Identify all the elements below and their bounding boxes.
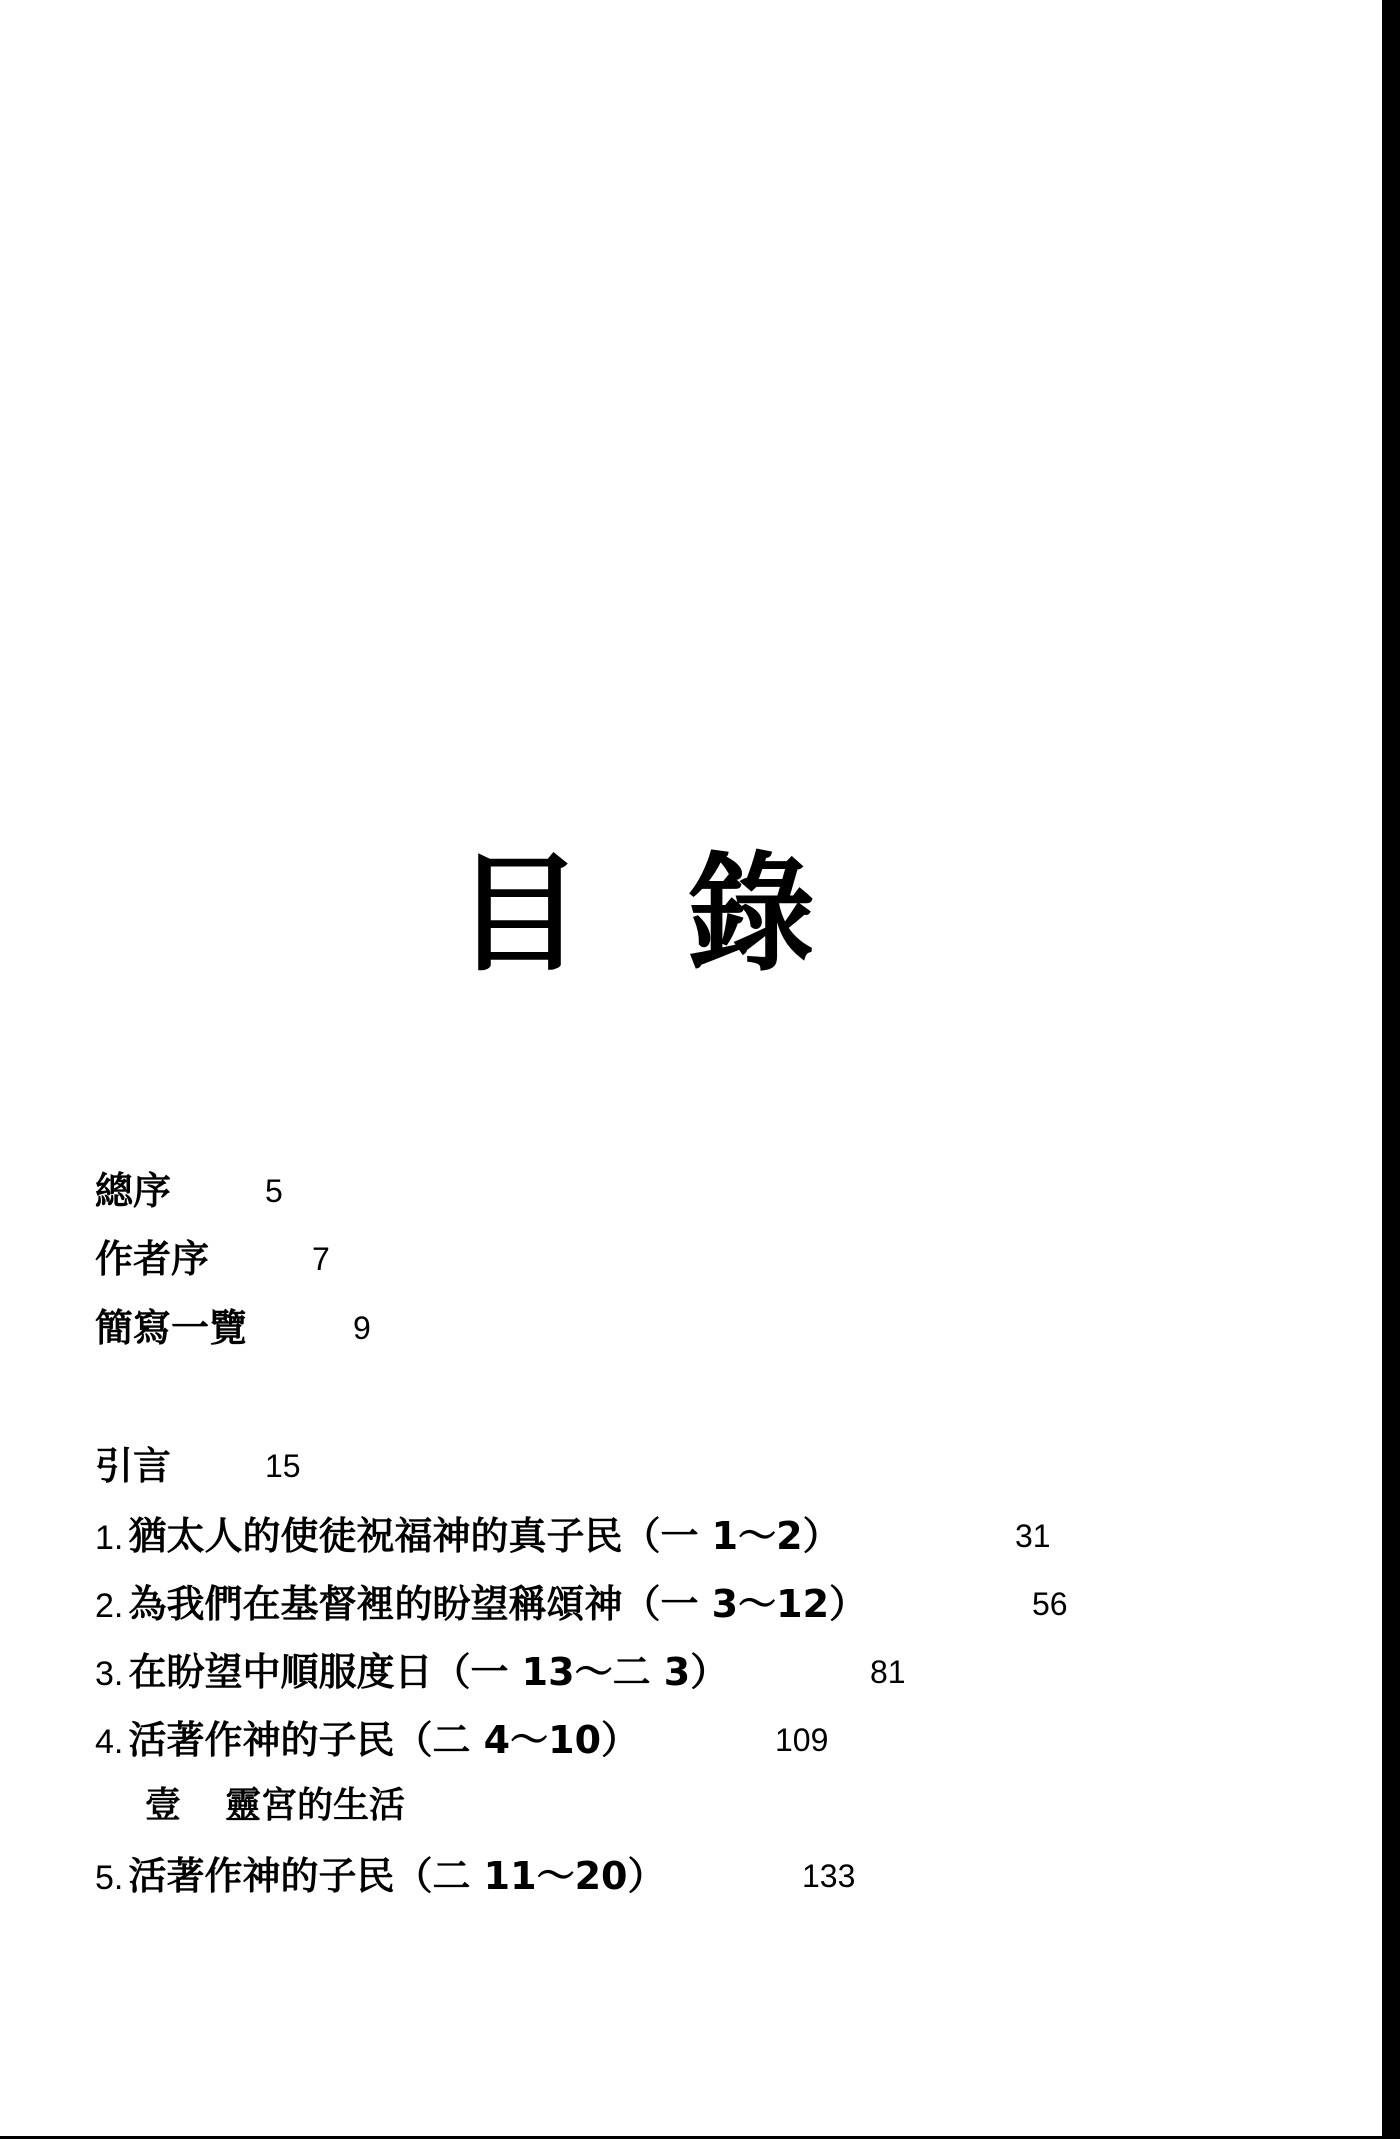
toc-entry-general-preface[interactable]: [95, 1165, 283, 1225]
toc-entry-page: 81: [870, 1654, 906, 1690]
toc-entry-page: 7: [312, 1241, 330, 1277]
toc-entry-chapter-5[interactable]: [95, 1850, 856, 1910]
toc-entry-page: 5: [265, 1173, 283, 1209]
toc-entry-label: 總序: [95, 1169, 172, 1213]
toc-entry-number: 2.: [95, 1587, 124, 1625]
toc-entry-label: 靈宮的生活: [225, 1785, 406, 1826]
toc-entry-label: 猶太人的使徒祝福神的真子民（一 1～2）: [128, 1514, 841, 1558]
toc-entry-page: 15: [265, 1448, 301, 1484]
toc-entry-number: 1.: [95, 1519, 124, 1557]
toc-entry-number: 4.: [95, 1723, 124, 1761]
toc-entry-number: 3.: [95, 1655, 124, 1693]
toc-entry-introduction[interactable]: [95, 1440, 301, 1500]
toc-entry-page: 133: [802, 1858, 856, 1894]
toc-entry-label: 為我們在基督裡的盼望稱頌神（一 3～12）: [128, 1582, 868, 1626]
toc-entry-label: 引言: [95, 1444, 172, 1488]
toc-entry-chapter-2[interactable]: [95, 1578, 1068, 1638]
toc-entry-page: 109: [775, 1722, 829, 1758]
toc-entry-label: 簡寫一覽: [95, 1306, 248, 1350]
toc-entry-number: 5.: [95, 1859, 124, 1897]
toc-entry-author-preface[interactable]: [95, 1233, 330, 1293]
title-char-2: 錄: [686, 840, 815, 989]
toc-entry-page: 9: [353, 1310, 371, 1346]
title-char-1: 目: [455, 840, 584, 989]
toc-entry-abbreviations[interactable]: [95, 1302, 371, 1362]
toc-entry-label: 作者序: [95, 1237, 210, 1281]
page-title: [455, 840, 815, 989]
toc-entry-page: 56: [1032, 1586, 1068, 1622]
page-edge-shadow-right: [1382, 0, 1400, 2139]
toc-entry-chapter-3[interactable]: [95, 1646, 906, 1706]
toc-entry-chapter-1[interactable]: [95, 1510, 1051, 1570]
toc-entry-label: 活著作神的子民（二 4～10）: [128, 1718, 640, 1762]
toc-entry-label: 活著作神的子民（二 11～20）: [128, 1854, 666, 1898]
toc-subsection-number: 壹: [145, 1785, 182, 1826]
toc-entry-page: 31: [1015, 1518, 1051, 1554]
toc-entry-chapter-4-subsection[interactable]: [145, 1780, 405, 1838]
toc-entry-chapter-4[interactable]: [95, 1714, 829, 1774]
toc-entry-label: 在盼望中順服度日（一 13～二 3）: [128, 1650, 729, 1694]
